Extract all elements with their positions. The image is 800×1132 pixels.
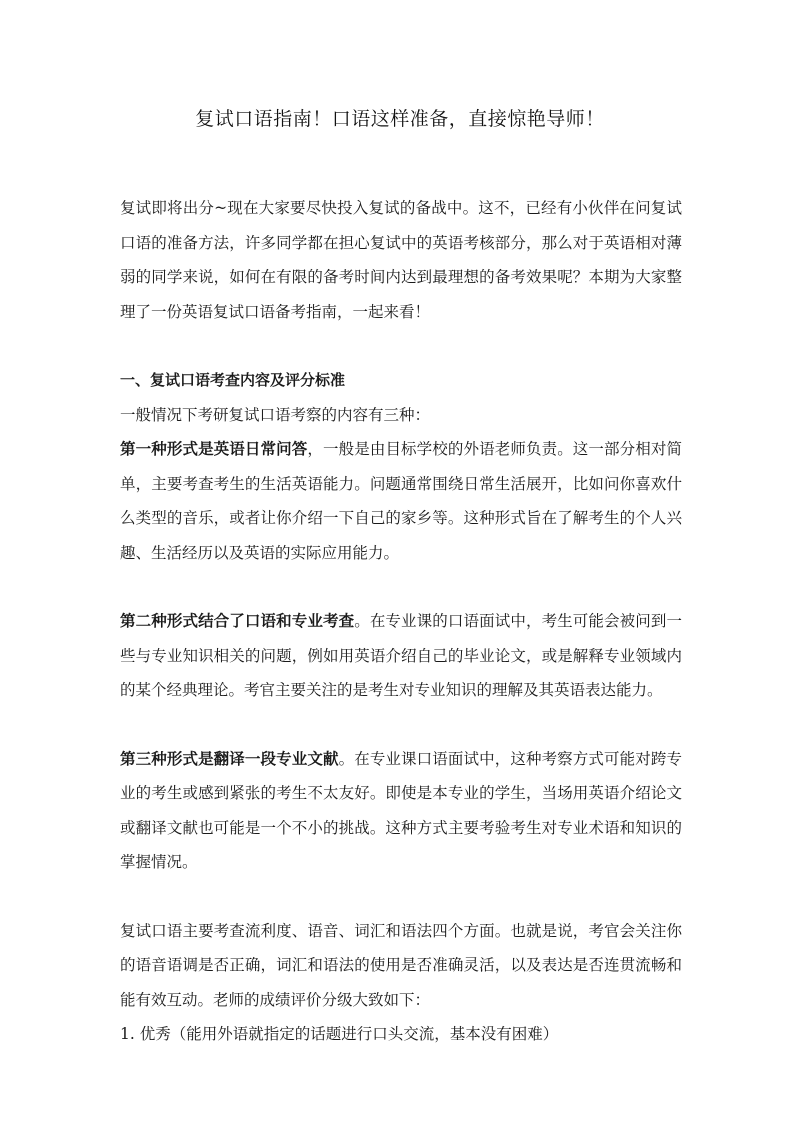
form-3-text: 。在专业课口语面试中，这种考察方式可能对跨专业的考生或感到紧张的考生不太友好。即使是本专业的学生，当场用英语介绍论文或翻译文献也可能是一个不小的挑战。这种方式主要考验考生对专业术语和知识的掌握情况。 (120, 749, 682, 871)
form-3-paragraph (120, 742, 682, 880)
document-body (120, 191, 682, 1052)
form-1-text: ，一般是由目标学校的外语老师负责。这一部分相对简单，主要考查考生的生活英语能力。问题通常围绕日常生活展开，比如问你喜欢什么类型的音乐，或者让你介绍一下自己的家乡等。这种形式旨在了解考生的个人兴趣、生活经历以及英语的实际应用能力。 (120, 440, 682, 562)
form-2-paragraph (120, 604, 682, 708)
spacer (120, 329, 682, 363)
document-title: 复试口语指南！口语这样准备，直接惊艳导师！ (195, 108, 605, 130)
form-3-bold: 第三种形式是翻译一段专业文献 (120, 748, 339, 768)
form-2-bold: 第二种形式结合了口语和专业考查 (120, 611, 355, 630)
spacer (120, 570, 682, 604)
form-2-text: 。在专业课的口语面试中，考生可能会被问到一些与专业知识相关的问题，例如用英语介绍自己的毕业论文，或是解释专业领域内的某个经典理论。考官主要关注的是考生对专业知识的理解及其英语表达能力。 (120, 612, 682, 699)
intro-paragraph: 复试即将出分~现在大家要尽快投入复试的备战中。这不，已经有小伙伴在问复试口语的准备方法，许多同学都在担心复试中的英语考核部分，那么对于英语相对薄弱的同学来说，如何在有限的备考时间内达到最理想的备考效果呢？本期为大家整理了一份英语复试口语备考指南，一起来看！ (120, 199, 682, 321)
section-lead: 一般情况下考研复试口语考察的内容有三种： (120, 405, 431, 424)
form-1-paragraph (120, 432, 682, 570)
spacer (120, 708, 682, 742)
criteria-paragraph: 复试口语主要考查流利度、语音、词汇和语法四个方面。也就是说，考官会关注你的语音语调是否正确，词汇和语法的使用是否准确灵活，以及表达是否连贯流畅和能有效互动。老师的成绩评价分级大致如下： (120, 921, 682, 1009)
form-1-bold: 第一种形式是英语日常问答 (120, 439, 308, 458)
grade-item-1: 1. 优秀（能用外语就指定的话题进行口头交流，基本没有困难） (120, 1025, 559, 1043)
spacer (120, 880, 682, 914)
section-heading: 一、复试口语考查内容及评分标准 (120, 371, 346, 389)
